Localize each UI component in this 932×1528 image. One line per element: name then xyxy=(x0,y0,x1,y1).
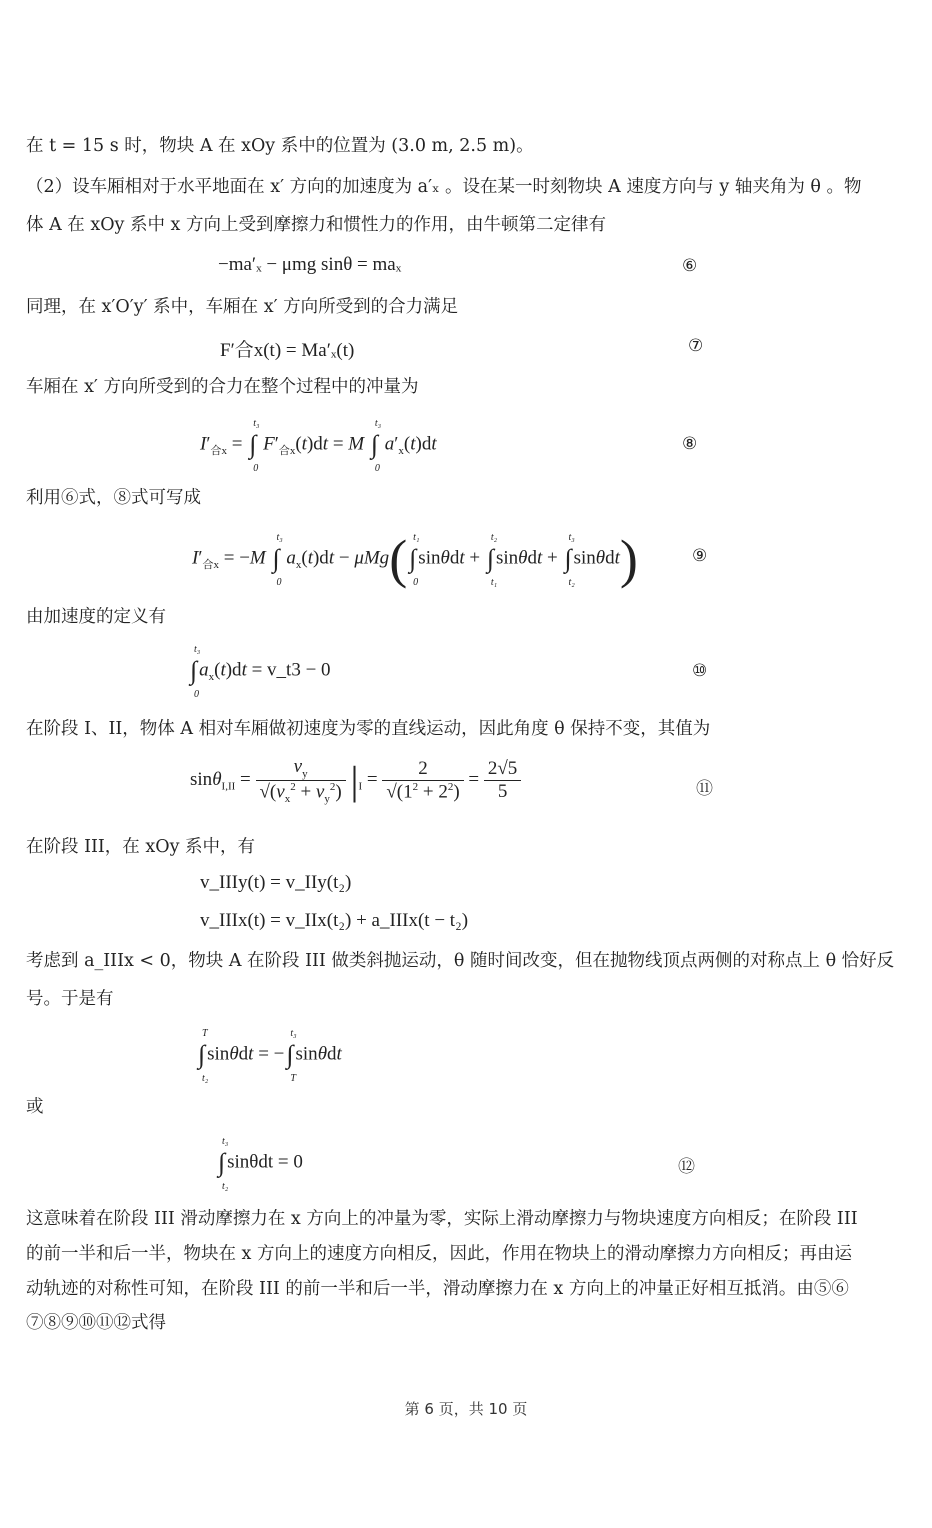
formula-v-y: v_IIIy(t) = v_IIy(t₂) xyxy=(200,872,352,893)
text-line-14: 的前一半和后一半，物块在 x 方向上的速度方向相反，因此，作用在物块上的滑动摩擦力方向相反；再由运 xyxy=(26,1244,852,1264)
page-footer: 第 6 页，共 10 页 xyxy=(404,1400,528,1418)
formula-12-rhs: sinθdt = 0 xyxy=(227,1151,303,1173)
eq-number-12: ⑫ xyxy=(678,1157,695,1177)
text-line-13: 这意味着在阶段 III 滑动摩擦力在 x 方向上的冲量为零，实际上滑动摩擦力与物块速度方向相反；在阶段 III xyxy=(26,1209,858,1229)
formula-8: $I'_{合x}$ = ∫ t₃ 0 $F'_{合x}(t)dt = M$ ∫ t₃ 0 $a'_x(t)dt$ xyxy=(200,418,437,474)
eq-number-9: ⑨ xyxy=(692,546,708,566)
formula-6: −ma′ₓ − μmg sinθ = maₓ xyxy=(218,254,402,275)
formula-10-rhs: = v_t3 − 0 xyxy=(251,659,331,681)
text-line-15: 动轨迹的对称性可知，在阶段 III 的前一半和后一半，滑动摩擦力在 x 方向上的冲量正好相互抵消。由⑤⑥ xyxy=(26,1279,849,1299)
text-line-11: 号。于是有 xyxy=(26,989,114,1009)
formula-11: sinθ$_{I,II}$ = $\frac{v_y}{√(v_x^2 + v_y^2)}$ $|_I$ = $\frac{2}{√(1^2 + 2^2)}$ = $\frac{2√5}{5}$ xyxy=(190,756,521,805)
text-line-2: （2）设车厢相对于水平地面在 x′ 方向的加速度为 a′ₓ 。设在某一时刻物块 A 速度方向与 y 轴夹角为 θ 。物 xyxy=(26,177,862,197)
text-line-6: 利用⑥式，⑧式可写成 xyxy=(26,488,201,508)
text-line-9: 在阶段 III，在 xOy 系中，有 xyxy=(26,837,256,857)
text-line-16: ⑦⑧⑨⑩⑪⑫式得 xyxy=(26,1313,166,1333)
text-line-10: 考虑到 a_IIIx < 0，物块 A 在阶段 III 做类斜抛运动，θ 随时间改变，但在抛物线顶点两侧的对称点上 θ 恰好反 xyxy=(26,951,895,971)
formula-10: ∫ t₃ 0 $a_x(t)dt$ = v_t3 − 0 xyxy=(190,644,331,700)
eq-number-10: ⑩ xyxy=(692,661,708,681)
text-line-5: 车厢在 x′ 方向所受到的合力在整个过程中的冲量为 xyxy=(26,377,419,397)
text-line-12: 或 xyxy=(26,1097,44,1117)
formula-symmetric-integral: ∫ T t₂ sinθdt = −∫ t₃ T sinθdt xyxy=(198,1028,342,1084)
text-line-8: 在阶段 I、II，物体 A 相对车厢做初速度为零的直线运动，因此角度 θ 保持不变，其值为 xyxy=(26,719,711,739)
formula-7: F′合x(t) = Ma′ₓ(t) xyxy=(220,340,355,361)
text-line-4: 同理，在 x′O′y′ 系中，车厢在 x′ 方向所受到的合力满足 xyxy=(26,297,459,317)
formula-9: $I'_{合x} = -M$ ∫ t₃ 0 $a_x(t)dt - \mu Mg(\int$ t₁ 0 sinθdt + ∫ t₂ t₁ sinθdt + ∫ t₃ t₂ sinθdt) xyxy=(192,529,638,589)
text-line-1: 在 t = 15 s 时，物块 A 在 xOy 系中的位置为 (3.0 m, 2.5 m)。 xyxy=(26,136,534,156)
text-line-7: 由加速度的定义有 xyxy=(26,607,166,627)
eq-number-7: ⑦ xyxy=(688,336,704,356)
formula-v-x: v_IIIx(t) = v_IIx(t₂) + a_IIIx(t − t₂) xyxy=(200,910,469,931)
eq-number-8: ⑧ xyxy=(682,434,698,454)
eq-number-11: ⑪ xyxy=(696,779,713,799)
eq-number-6: ⑥ xyxy=(682,256,698,276)
text-line-3: 体 A 在 xOy 系中 x 方向上受到摩擦力和惯性力的作用，由牛顿第二定律有 xyxy=(26,215,606,235)
formula-12: ∫ t₃ t₂ sinθdt = 0 xyxy=(218,1136,303,1192)
